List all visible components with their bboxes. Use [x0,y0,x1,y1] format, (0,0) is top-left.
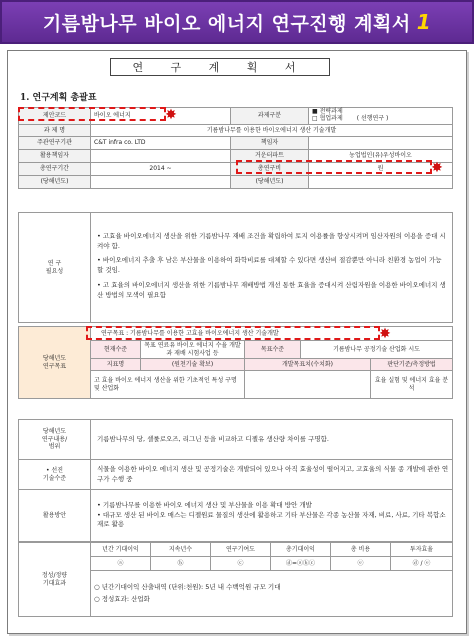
goal-objective: 연구목표 : 기름밤나무를 이용한 고효율 바이오에너지 생산 기술개발 [91,327,453,341]
usage-item: • 대규모 생산 된 바이오 매스는 디젤원료 물질의 생산에 활용하고 기타 부산물은 각종 농산물 자재, 비료, 사료, 기타 복합소재로 활용 [97,510,446,529]
effects-note: ○ 년간기대이익 산출내역 (단위:천원): 5년 내 수백억원 규모 기대 [94,582,281,591]
section-heading: 1. 연구계획 총괄표 [20,93,97,103]
goal-label: 당해년도 연구목표 [19,327,91,399]
partner-highlight-box [236,160,432,174]
effects-note: ○ 정성효과: 산업화 [94,594,150,603]
effects-header: 년간 기대이익 [91,543,151,557]
effects-table [18,542,453,617]
necessity-content [91,213,453,323]
goal-indicator-value: 고 효율 바이오 에너지 생산을 위한 기초적인 특성 구명 및 산업화 [91,371,245,399]
effects-header: 총기대이익 [271,543,331,557]
star-icon: ✸ [379,326,391,342]
effects-value: ⓓ=ⓐⓑⓒ [271,557,331,571]
lead-org-label: 주관연구기관 [19,136,91,149]
period-value: 2014 ~ [91,162,231,175]
goal-numeric-header: 개발목표치(수치화) [245,359,371,371]
banner-number: 1 [416,10,432,34]
project-name-label: 과 제 명 [19,124,91,136]
star-icon: ✸ [431,160,443,176]
lead-person-label: 활용책임자 [19,149,91,162]
goal-measure-value: 효율 실험 및 에너지 효율 분석 [371,371,453,399]
code-highlight-box [18,107,166,121]
objective-highlight-box [86,326,380,340]
effects-value: ⓓ / ⓔ [391,557,453,571]
partner-label: 거운터파트 [231,149,309,162]
year-value [91,175,231,188]
goal-indicator-header: 지표명 [91,359,141,371]
page-banner [0,0,474,44]
budget-value: 원 [309,162,453,175]
effects-header: 지속년수 [151,543,211,557]
usage-item: • 기름밤나무를 이용한 바이오 에너지 생산 및 부산물을 이용 확대 방안 개발 [97,500,312,509]
category-value: ■ 전략과제 □ 협업과제 ( 선행연구 ) [309,108,453,125]
effects-value: ⓒ [211,557,271,571]
banner-title: 기름밤나무 바이오 에너지 연구진행 계획서 [42,12,411,35]
effects-value: ⓑ [151,557,211,571]
lead-person-value [91,149,231,162]
usage-content [91,490,453,542]
document-title: 연 구 계 획 서 [110,58,330,76]
usage-label: 활용방안 [19,490,91,542]
necessity-table [18,212,453,323]
goal-target-value: 기름밤나무 공정기술 산업화 시도 [301,341,453,359]
content-label: 당해년도 연구내용/ 범위 [19,420,91,460]
goal-source-header: (원천기술 확보) [141,359,245,371]
category-label: 과제구분 [231,108,309,125]
necessity-label: 연 구 필요성 [19,213,91,323]
lead-org-value: C&T infra co. LTD [91,136,231,149]
effects-label: 정성/정량 기대효과 [19,543,91,617]
necessity-item: • 바이오에너지 추출 후 남은 부산물을 이용하여 화학비료를 대체할 수 있다면 생산비 절감뿐만 아니라 친환경 농업이 가능할 것임. [97,256,442,274]
project-name-value: 기름밤나무를 이용한 바이오에너지 생산 기술개발 [91,124,453,136]
content-text: 기름밤나무의 당, 셀룰로오즈, 리그닌 등을 비교하고 디젤유 생산량 차이를 구명함. [91,420,453,460]
goal-target-label: 목표수준 [245,341,301,359]
year-budget-label: (당해년도) [231,175,309,188]
period-label: 총연구기간 [19,162,91,175]
partner-value: 농업법인(유)우성바이오 [309,149,453,162]
year-label: (당해년도) [19,175,91,188]
code-value: 바이오 에너지 [91,108,231,125]
goal-numeric-value [245,371,371,399]
effects-header: 연구기여도 [211,543,271,557]
manager-value [309,136,453,149]
effects-value: ⓐ [91,557,151,571]
effects-notes [91,571,453,617]
year-budget-value [309,175,453,188]
advanced-label: • 선진 기술수준 [19,460,91,490]
necessity-item: • 고 효율의 바이오에너지 생산을 위한 기름밤나무 재배방법 개선 통한 효율을 증대시켜 산림자원을 이용한 바이오에너지 생산 방법의 모색이 필요함 [97,280,446,299]
manager-label: 책임자 [231,136,309,149]
star-icon: ✸ [165,107,177,123]
goal-current-value: 목표 연료유 바이오 에너지 수율 개발과 재배 시험사업 등 [141,341,245,359]
budget-label: 총연구비 [231,162,309,175]
goal-measure-header: 판단기준/측정방법 [371,359,453,371]
content-table [18,419,453,542]
effects-value: ⓔ [331,557,391,571]
effects-header: 총 비용 [331,543,391,557]
code-label: 제안코드 [19,108,91,125]
effects-header: 투자효율 [391,543,453,557]
necessity-item: • 고효율 바이오에너지 생산을 위한 기름밤나무 재배 조건을 확립하여 토지 이용률을 향상시켜며 임산자원의 이용을 증대 시켜야 함. [97,231,446,250]
advanced-text: 식물을 이용한 바이오 에너지 생산 및 공정기술은 개발되어 있으나 아직 효율성이 떨어지고, 고효율의 식물 종 개발에 관한 연구가 수행 중 [91,460,453,490]
goal-current-label: 현재수준 [91,341,141,359]
